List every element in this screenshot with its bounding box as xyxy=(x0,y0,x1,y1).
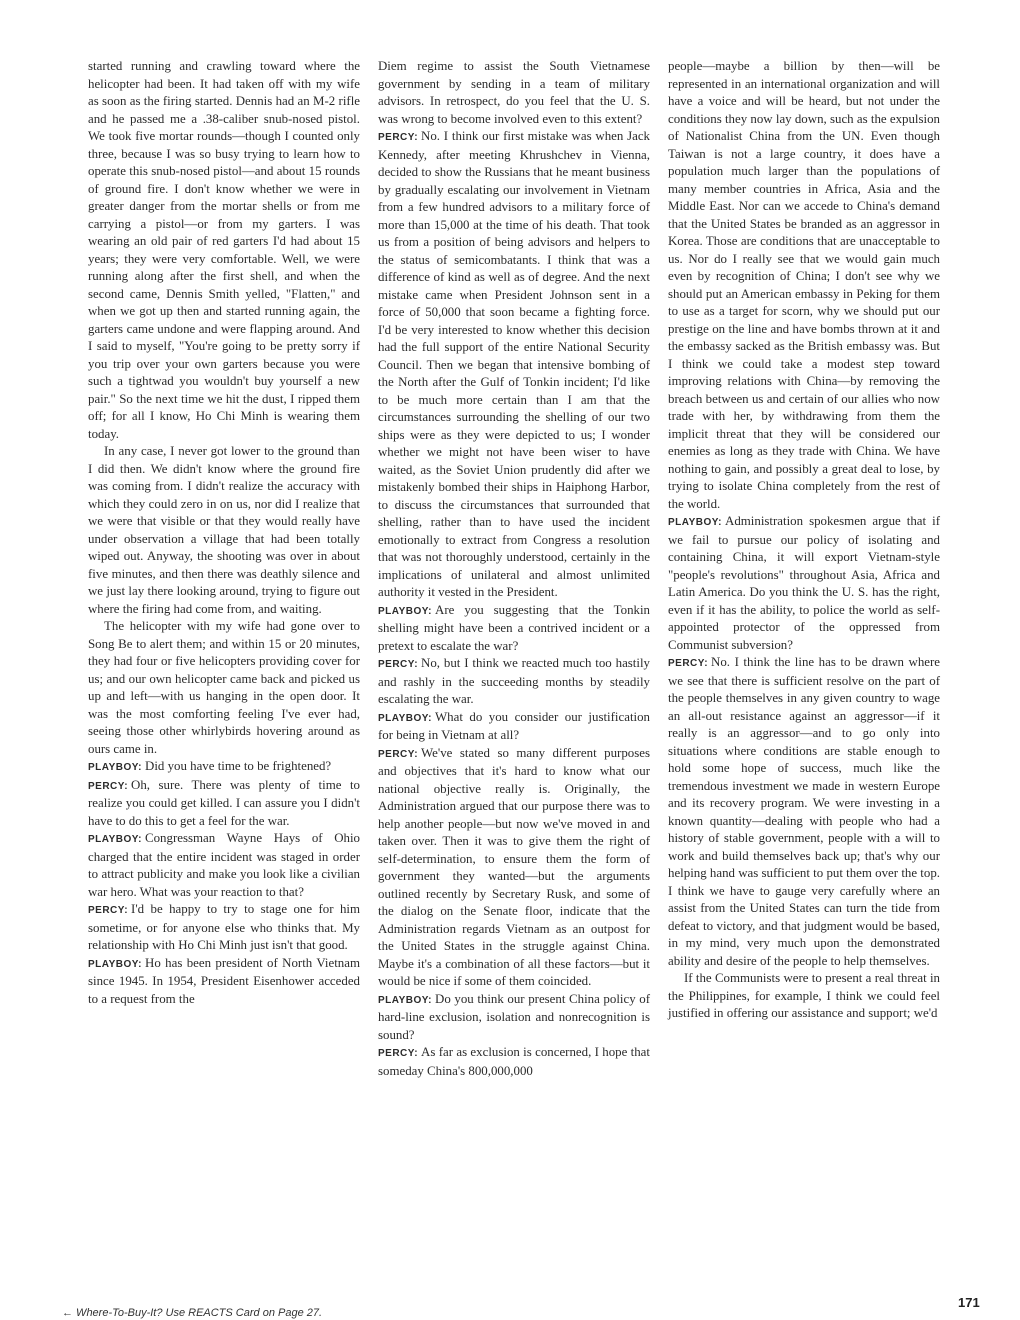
interview-paragraph xyxy=(88,777,360,831)
paragraph-text: Are you suggesting that the Tonkin shelling might have been a contrived incident or a pretext to escalate the war? xyxy=(378,602,650,653)
speaker-label: PLAYBOY: xyxy=(378,712,433,724)
speaker-label: PLAYBOY: xyxy=(88,958,143,970)
paragraph-text: Do you think our present China policy of hard-line exclusion, isolation and nonrecognition is sound? xyxy=(378,991,650,1042)
paragraph-text: What do you consider our justification for being in Vietnam at all? xyxy=(378,709,650,742)
paragraph-text: Administration spokesmen argue that if we fail to pursue our policy of isolating and containing China, it will export Vietnam-style "people's revolutions" throughout Asia, Africa and Latin America. Do you think the U. S. has the right, even if it has the ability, to police the world as self-appointed protector of the oppressed from Communist subversion? xyxy=(668,514,940,652)
paragraph-text: I'd be happy to try to stage one for him sometime, or for anyone else who thinks that. My relationship with Ho Chi Minh just isn't that good. xyxy=(88,902,360,952)
paragraph-text: Oh, sure. There was plenty of time to realize you could get killed. I can assure you I didn't have to do this to get a feel for the war. xyxy=(88,777,360,828)
interview-paragraph xyxy=(668,513,940,654)
paragraph-text: As far as exclusion is concerned, I hope that someday China's 800,000,000 xyxy=(378,1045,650,1078)
interview-paragraph xyxy=(378,655,650,709)
paragraph-text: Congressman Wayne Hays of Ohio charged that the entire incident was staged in order to attract publicity and make you look like a civilian war hero. What was your reaction to that? xyxy=(88,831,360,899)
interview-paragraph xyxy=(88,830,360,901)
body-paragraph xyxy=(668,970,940,1023)
body-paragraph xyxy=(668,58,940,513)
body-paragraph xyxy=(378,58,650,128)
paragraph-text: Did you have time to be frightened? xyxy=(145,759,332,773)
speaker-label: PERCY: xyxy=(88,905,129,916)
article-column-3 xyxy=(668,58,940,1023)
interview-paragraph xyxy=(88,901,360,955)
interview-paragraph xyxy=(668,654,940,970)
footer-note: ← Where-To-Buy-It? Use REACTS Card on Page 27. xyxy=(62,1307,323,1319)
paragraph-text: Ho has been president of North Vietnam since 1945. In 1954, President Eisenhower acceded to a request from the xyxy=(88,955,360,1006)
body-paragraph xyxy=(88,618,360,758)
interview-paragraph xyxy=(88,758,360,777)
interview-paragraph xyxy=(88,955,360,1009)
speaker-label: PLAYBOY: xyxy=(88,762,143,773)
speaker-label: PERCY: xyxy=(378,659,419,670)
paragraph-text: people—maybe a billion by then—will be represented in an international organization and will have a voice and will be heard, but not under the conditions they now lay down, such as the expulsion of Nationalist China from the UN. Even though Taiwan is not a large country, it does have a population much larger than the populations of many member countries in Africa, Asia and the Middle East. Nor can we accede to China's demand that the United States be branded as an aggressor in Korea. Those are conditions that are unacceptable to us. Nor do I really see that we would gain much even by recognition of China; I don't see why we should put an American embassy in Peking for them to use as a target for scorn, why we should put our prestige on the line and have bombs thrown at it and the embassy sacked as the British embassy was. But I think we could take a modest step toward improving relations with China—by removing the breach between us and certain of our allies who now trade with her, by withdrawing from them the implicit threat that they will be considered our enemies as long as they trade with China. We have nothing to gain, and possibly a great deal to lose, by trying to isolate China completely from the rest of the world. xyxy=(668,59,940,511)
paragraph-text: Diem regime to assist the South Vietnamese government by sending in a team of military advisors. In retrospect, do you feel that the U. S. was wrong to become involved even to this extent? xyxy=(378,59,650,126)
speaker-label: PERCY: xyxy=(378,132,419,143)
speaker-label: PERCY: xyxy=(88,780,129,792)
speaker-label: PLAYBOY: xyxy=(378,994,433,1006)
interview-paragraph xyxy=(378,709,650,745)
paragraph-text: No. I think the line has to be drawn where we see that there is sufficient resolve on the part of the people themselves in any given country to wage an all-out resistance against an aggressor—if it really is an aggressor—and to go only into situations where conditions are stable enough to hold some hope of success, much like the tremendous investment we made in western Europe and its recovery program. We were investing in a known quantity—dealing with people who had a history of stable government, people with a will to work and build themselves back up; that's why our helping hand was sufficient to put them over the top. I think we have to gauge very carefully where an assist from the United States can turn the tide from defeat to victory, and that judgment would be based, in my mind, very much upon the demonstrated ability and desire of the people to help themselves. xyxy=(668,655,940,968)
speaker-label: PERCY: xyxy=(378,748,419,760)
speaker-label: PLAYBOY: xyxy=(88,834,143,845)
paragraph-text: started running and crawling toward where the helicopter had been. It had taken off with my wife as soon as the firing started. Dennis had an M-2 rifle and he passed me a .38-caliber snub-nosed pistol. We took five mortar rounds—though I counted only three, because I was so busy trying to learn how to operate this snub-nosed pistol—and about 15 rounds of ground fire. I don't know whether we were in greater danger from the mortar shells or from me carrying a pistol—or from my garters. I was wearing an old pair of red garters I'd had about 15 years; they were very comfortable. Well, we were running along after the first shell, and when the second came, Dennis Smith yelled, "Flatten," and when we got up then and started running again, the garters came undone and were flapping around. And I said to myself, "You're going to be pretty sorry if you trip over your own garters because you were such a tightwad you wouldn't buy yourself a new pair." So the next time we hit the dust, I ripped them off; for all I know, Ho Chi Minh is wearing them today. xyxy=(88,59,360,441)
paragraph-text: No. I think our first mistake was when Jack Kennedy, after meeting Khrushchev in Vienna, decided to show the Russians that he meant business by gradually escalating our involvement in Vietnam from a few hundred advisors to a military force of more than 15,000 at the time of his death. That took us from a position of being advisors and helpers to the status of semicombatants. I think that was a difference of kind as well as of degree. And the next mistake came when President Johnson sent in a force of 50,000 that soon became a fighting force. I'd be very interested to know whether this decision had the full support of the entire National Security Council. Then we began that intensive bombing of the North after the Gulf of Tonkin incident; I'd like to be much more certain than I am that the circumstances surrounding the shelling of our two ships were as they were depicted to us; I wonder whether we might not have been wiser to have waited, as the Soviet Union prudently did after we mistakenly bombed their ships in Haiphong Harbor, to discuss the circumstances that surrounded that shelling, rather than to have used the incident emotionally to extract from Congress a resolution that was not thoroughly understood, certainly in the implications of unilateral and almost unlimited authority it vested in the President. xyxy=(378,129,650,599)
body-paragraph xyxy=(88,58,360,443)
paragraph-text: If the Communists were to present a real threat in the Philippines, for example, I think we could feel justified in offering our assistance and support; we'd xyxy=(668,971,940,1020)
interview-paragraph xyxy=(378,991,650,1045)
interview-paragraph xyxy=(378,128,650,602)
article-column-2 xyxy=(378,58,650,1080)
interview-paragraph xyxy=(378,602,650,656)
body-paragraph xyxy=(88,443,360,618)
speaker-label: PLAYBOY: xyxy=(378,605,433,617)
article-column-1 xyxy=(88,58,360,1008)
interview-paragraph xyxy=(378,1044,650,1080)
page-number: 171 xyxy=(958,1295,980,1310)
paragraph-text: We've stated so many different purposes and objectives that it's hard to know what our national objective really is. Originally, the Administration argued that our purpose there was to help another people—but now we've moved in and taken over. Then it was to give them the right of self-determination, to ensure them the form of government they wanted—but the arguments outlined recently by Secretary Rusk, and some of the dialog on the Senate floor, indicate that the Administration regards Vietnam as an outpost for the United States in the struggle against China. Maybe it's a combination of all these factors—but it would be nice if some of them coincided. xyxy=(378,745,650,988)
speaker-label: PERCY: xyxy=(378,1048,419,1059)
interview-paragraph xyxy=(378,745,650,991)
paragraph-text: No, but I think we reacted much too hastily and rashly in the succeeding months by steadily escalating the war. xyxy=(378,656,650,706)
speaker-label: PERCY: xyxy=(668,658,709,669)
paragraph-text: The helicopter with my wife had gone over to Song Be to alert them; and within 15 or 20 minutes, they had four or five helicopters providing cover for us; and our own helicopter came back and picked us up and left—with us hanging in the open door. It was the most comforting feeling I've ever had, seeing those other whirlybirds hovering around as ours came in. xyxy=(88,619,360,756)
speaker-label: PLAYBOY: xyxy=(668,517,723,528)
paragraph-text: In any case, I never got lower to the ground than I did then. We didn't know where the ground fire was coming from. I didn't realize the accuracy with which they could zero in on us, nor did I realize that we were that visible or that they would really have under observation a village that had been totally wiped out. Anyway, the shooting was over in about five minutes, and then there was deathly silence and we just lay there looking around, trying to figure out where the firing had come from, and waiting. xyxy=(88,444,360,616)
